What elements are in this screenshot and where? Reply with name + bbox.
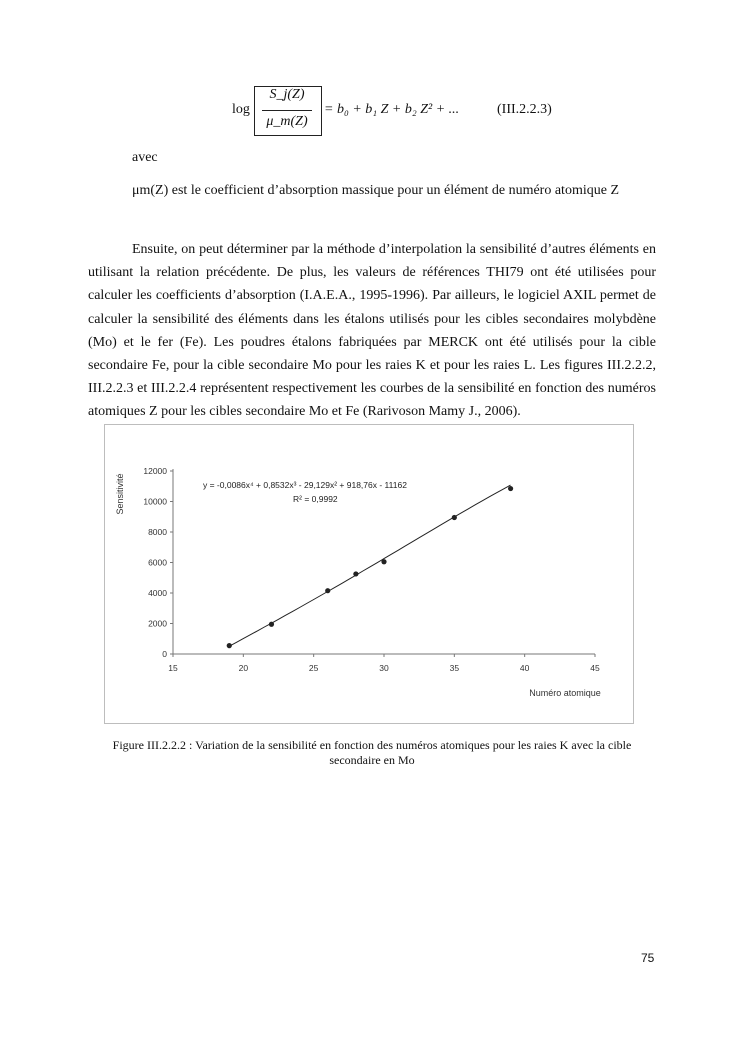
equation-numerator: S_j(Z) [269, 87, 305, 102]
x-tick-label: 15 [168, 663, 178, 673]
paragraph-text: Ensuite, on peut déterminer par la méthode d’interpolation la sensibilité d’autres éléments en utilisant la relation précédente. De plus, les valeurs de références THI79 ont été utilisées pour calculer les coefficients d’absorption (I.A.E.A., 1995-1996). Par ailleurs, le logiciel AXIL permet de calculer la sensibilité des éléments dans les étalons utilisés pour les cibles secondaires molybdène (Mo) et le fer (Fe). Les poudres étalons fabriquées par MERCK ont été utilisés pour la cible secondaire Fe, pour la cible secondaire Mo pour les raies K et pour les raies L. Les figures III.2.2.2, III.2.2.3 et III.2.2.4 représentent respectivement les courbes de la sensibilité en fonction des numéros atomiques Z pour les cibles secondaire Mo et Fe (Rarivoson Mamy J., 2006). [88, 242, 656, 420]
mu-definition: μm(Z) est le coefficient d’absorption massique pour un élément de numéro atomique Z [132, 183, 619, 198]
y-tick-label: 4000 [148, 588, 167, 598]
x-tick-label: 20 [238, 663, 249, 673]
y-tick-label: 6000 [148, 557, 167, 568]
data-point [227, 643, 232, 648]
equation-log: log [232, 102, 250, 117]
y-tick-label: 2000 [148, 618, 167, 629]
x-tick-label: 45 [590, 663, 600, 673]
equation [232, 86, 672, 142]
x-tick-label: 30 [379, 663, 389, 673]
avec-text: avec [132, 150, 158, 165]
data-point [381, 559, 386, 564]
data-point [508, 486, 513, 491]
r-squared: R² = 0,9992 [293, 494, 338, 504]
x-axis-label: Numéro atomique [529, 688, 601, 698]
x-tick-label: 40 [519, 663, 530, 673]
data-point [269, 622, 274, 627]
chart-svg [105, 425, 633, 723]
x-tick-label: 25 [308, 663, 319, 673]
data-point [452, 515, 457, 520]
x-tick-label: 35 [449, 663, 460, 673]
y-tick-label: 0 [162, 649, 167, 659]
figure-caption: Figure III.2.2.2 : Variation de la sensibilité en fonction des numéros atomiques pour les raies K avec la cible secondaire en Mo [112, 738, 632, 767]
equation-rhs: = b₀ + b₁ Z + b₂ Z² + ... [324, 102, 460, 117]
y-axis-label: Sensitivité [115, 473, 125, 515]
equation-number: (III.2.2.3) [497, 102, 552, 117]
body-paragraph [88, 238, 656, 424]
y-tick-label: 12000 [143, 466, 167, 476]
figure-chart [104, 424, 634, 724]
equation-fraction-bar [262, 110, 312, 111]
trendline-equation: y = -0,0086x⁴ + 0,8532x³ - 29,129x² + 918,76x - 11162 [203, 480, 407, 490]
data-point [353, 571, 358, 576]
data-point [325, 588, 330, 593]
y-tick-label: 10000 [143, 496, 167, 507]
equation-denominator: μ_m(Z) [266, 114, 308, 129]
page-number: 75 [641, 951, 655, 965]
y-tick-label: 8000 [148, 527, 167, 537]
